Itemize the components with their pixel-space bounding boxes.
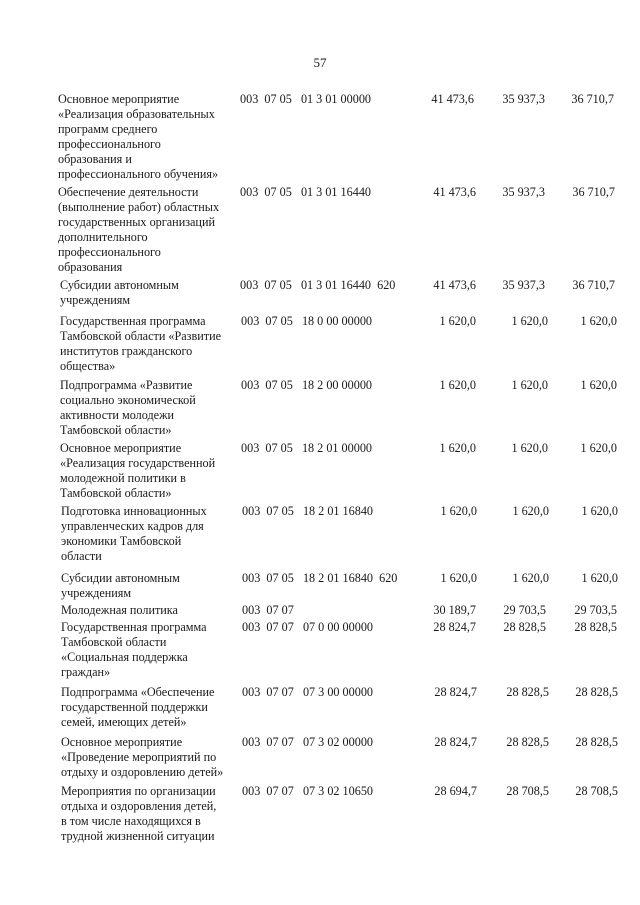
row-value-3: 1 620,0 xyxy=(580,441,617,455)
row-value-1: 28 824,7 xyxy=(434,735,477,749)
row-code: 003 07 05 01 3 01 16440 xyxy=(240,185,372,199)
row-name: Подпрограмма «Обеспечение государственной поддержки семей, имеющих детей» xyxy=(61,685,215,729)
row-value-2: 1 620,0 xyxy=(511,314,548,328)
row-code: 003 07 07 07 0 00 00000 xyxy=(242,620,374,634)
row-value-3: 28 828,5 xyxy=(575,685,618,699)
row-value-2: 1 620,0 xyxy=(511,378,548,392)
row-value-3: 1 620,0 xyxy=(580,378,617,392)
row-value-1: 41 473,6 xyxy=(433,185,476,199)
row-code: 003 07 05 18 0 00 00000 xyxy=(241,314,373,328)
row-value-2: 28 828,5 xyxy=(506,685,549,699)
row-value-1: 30 189,7 xyxy=(433,603,476,617)
row-name: Субсидии автономным учреждениям xyxy=(61,571,180,600)
row-value-2: 28 828,5 xyxy=(506,735,549,749)
row-name: Подпрограмма «Развитие социально экономической активности молодежи Тамбовской области» xyxy=(60,378,196,437)
row-name: Молодежная политика xyxy=(61,603,178,617)
row-value-1: 28 824,7 xyxy=(434,685,477,699)
row-value-3: 28 708,5 xyxy=(575,784,618,798)
row-value-2: 35 937,3 xyxy=(502,92,545,106)
row-value-1: 1 620,0 xyxy=(439,441,476,455)
row-code: 003 07 05 18 2 01 00000 xyxy=(241,441,373,455)
row-value-1: 1 620,0 xyxy=(440,504,477,518)
row-value-1: 1 620,0 xyxy=(440,571,477,585)
row-name: Субсидии автономным учреждениям xyxy=(60,278,179,307)
row-value-2: 35 937,3 xyxy=(502,185,545,199)
row-name: Мероприятия по организации отдыха и оздоровления детей, в том числе находящихся в трудной жизненной ситуации xyxy=(61,784,217,843)
row-value-2: 35 937,3 xyxy=(502,278,545,292)
row-value-1: 28 694,7 xyxy=(434,784,477,798)
row-name: Подготовка инновационных управленческих кадров для экономики Тамбовской области xyxy=(61,504,207,563)
row-code: 003 07 05 01 3 01 00000 xyxy=(240,92,372,106)
row-value-1: 1 620,0 xyxy=(439,314,476,328)
row-value-3: 28 828,5 xyxy=(575,735,618,749)
page-number: 57 xyxy=(313,55,327,70)
row-name: Основное мероприятие «Проведение мероприятий по отдыху и оздоровлению детей» xyxy=(61,735,224,779)
row-code: 003 07 05 18 2 01 16840 xyxy=(242,504,374,518)
row-code: 003 07 05 18 2 00 00000 xyxy=(241,378,373,392)
row-value-3: 36 710,7 xyxy=(572,185,615,199)
row-value-3: 36 710,7 xyxy=(571,92,614,106)
row-value-3: 36 710,7 xyxy=(572,278,615,292)
row-value-2: 28 708,5 xyxy=(506,784,549,798)
row-code: 003 07 07 07 3 02 10650 xyxy=(242,784,374,798)
row-code: 003 07 07 xyxy=(242,603,294,617)
row-value-1: 41 473,6 xyxy=(431,92,474,106)
row-code: 003 07 07 07 3 00 00000 xyxy=(242,685,374,699)
row-value-3: 28 828,5 xyxy=(574,620,617,634)
row-code: 003 07 05 18 2 01 16840 620 xyxy=(242,571,398,585)
row-value-3: 1 620,0 xyxy=(580,314,617,328)
row-code: 003 07 05 01 3 01 16440 620 xyxy=(240,278,396,292)
row-value-3: 1 620,0 xyxy=(581,504,618,518)
row-value-1: 41 473,6 xyxy=(433,278,476,292)
row-value-1: 28 824,7 xyxy=(433,620,476,634)
row-code: 003 07 07 07 3 02 00000 xyxy=(242,735,374,749)
row-value-2: 1 620,0 xyxy=(512,571,549,585)
row-name: Обеспечение деятельности (выполнение работ) областных государственных организаций дополнительного профессионального образования xyxy=(58,185,220,274)
row-value-3: 1 620,0 xyxy=(581,571,618,585)
row-value-2: 29 703,5 xyxy=(503,603,546,617)
row-value-2: 28 828,5 xyxy=(503,620,546,634)
row-name: Основное мероприятие «Реализация государственной молодежной политики в Тамбовской области» xyxy=(60,441,216,500)
row-value-1: 1 620,0 xyxy=(439,378,476,392)
row-name: Основное мероприятие «Реализация образовательных программ среднего профессионального образования и профессионального обучения» xyxy=(58,92,219,181)
row-name: Государственная программа Тамбовской области «Социальная поддержка граждан» xyxy=(61,620,207,679)
row-value-2: 1 620,0 xyxy=(511,441,548,455)
row-name: Государственная программа Тамбовской области «Развитие институтов гражданского общества» xyxy=(60,314,222,373)
row-value-2: 1 620,0 xyxy=(512,504,549,518)
row-value-3: 29 703,5 xyxy=(574,603,617,617)
